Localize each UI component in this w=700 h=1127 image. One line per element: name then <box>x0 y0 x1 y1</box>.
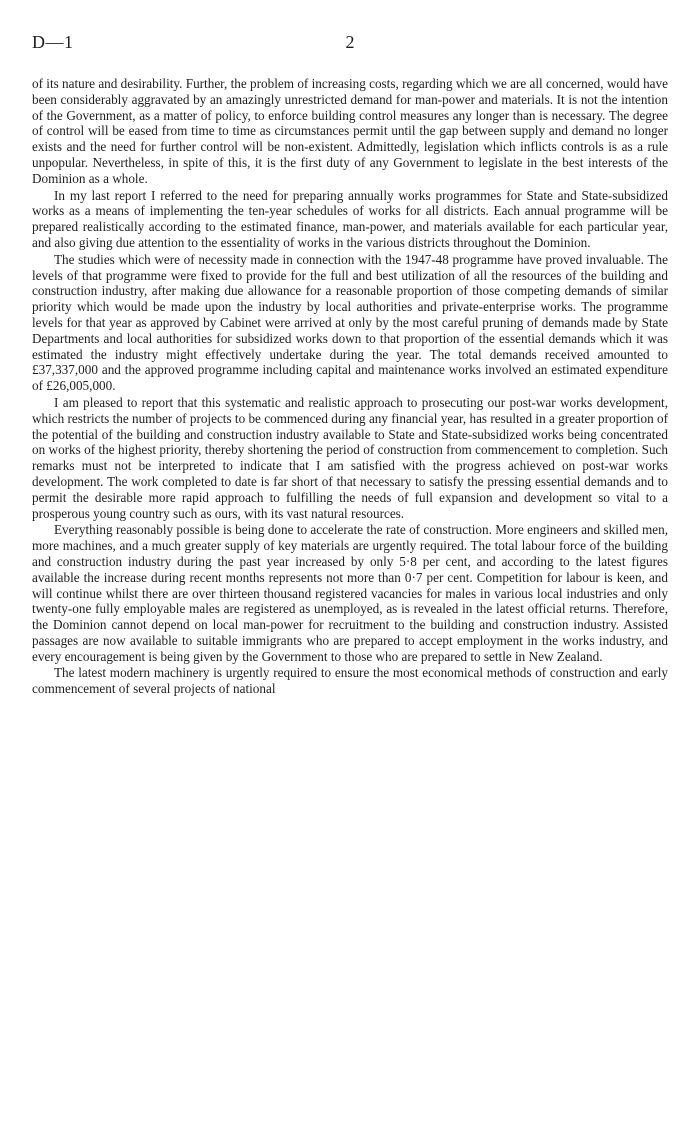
paragraph-continuation: of its nature and desirability. Further, the problem of increasing costs, regarding which we are all concerned, would have been considerably aggravated by an amazingly unrestricted demand for man-power and materials. It is not the intention of the Government, as a matter of policy, to enforce building control measures any longer than is necessary. The degree of control will be eased from time to time as circumstances permit until the gap between supply and demand no longer exists and the need for further control will be non-existent. Admittedly, legislation which inflicts controls is as a rule unpopular. Nevertheless, in spite of this, it is the first duty of any Government to legislate in the best interests of the Dominion as a whole. <box>32 76 668 186</box>
document-reference: D—1 <box>32 32 74 52</box>
document-page <box>32 32 668 697</box>
paragraph-labour-force: Everything reasonably possible is being done to accelerate the rate of construction. More engineers and skilled men, more machines, and a much greater supply of key materials are urgently required. The total labour force of the building and construction industry during the past year increased by only 5·8 per cent, and according to the latest figures available the increase during recent months represents not more than 0·7 per cent. Competition for labour is keen, and will continue whilst there are over thirteen thousand registered vacancies for males in various local industries and only twenty-one fully employable males are registered as unemployed, as is revealed in the latest official returns. Therefore, the Dominion cannot depend on local man-power for recruitment to the building and construction industry. Assisted passages are now available to suitable immigrants who are prepared to accept employment in the works industry, and every encouragement is being given by the Government to those who are prepared to settle in New Zealand. <box>32 522 668 664</box>
paragraph-works-programmes: In my last report I referred to the need for preparing annually works programmes for State and State-subsidized works as a means of implementing the ten-year schedules of works for all districts. Each annual programme will be prepared realistically according to the estimated finance, man-power, and materials available for each particular year, and also giving due attention to the essentiality of works in the various districts throughout the Dominion. <box>32 187 668 250</box>
paragraph-post-war-development: I am pleased to report that this systematic and realistic approach to prosecuting our post-war works development, which restricts the number of projects to be commenced during any financial year, has resulted in a greater proportion of the potential of the building and construction industry available to State and State-subsidized works being concentrated on works of the highest priority, thereby shortening the period of construction from commencement to completion. Such remarks must not be interpreted to indicate that I am satisfied with the progress achieved on post-war works development. The work completed to date is far short of that necessary to satisfy the pressing essential demands and to permit the desirable more rapid approach to fulfilling the needs of full expansion and development so vital to a prosperous young country such as ours, with its vast natural resources. <box>32 394 668 521</box>
body-text <box>32 76 668 697</box>
paragraph-modern-machinery: The latest modern machinery is urgently required to ensure the most economical methods of construction and early commencement of several projects of national <box>32 665 668 697</box>
paragraph-1947-48-programme: The studies which were of necessity made in connection with the 1947-48 programme have proved invaluable. The levels of that programme were fixed to provide for the full and best utilization of all the resources of the building and construction industry, after making due allowance for a reasonable proportion of those competing demands of similar priority which would be made upon the industry by local authorities and private-enterprise works. The programme levels for that year as approved by Cabinet were arrived at only by the most careful pruning of demands made by State Departments and local authorities for subsidized works down to that proportion of the essential demands which it was estimated the industry might effectively undertake during the year. The total demands received amounted to £37,337,000 and the approved programme including capital and maintenance works involved an estimated expenditure of £26,005,000. <box>32 251 668 394</box>
page-number: 2 <box>345 32 355 52</box>
page-header <box>32 32 668 56</box>
